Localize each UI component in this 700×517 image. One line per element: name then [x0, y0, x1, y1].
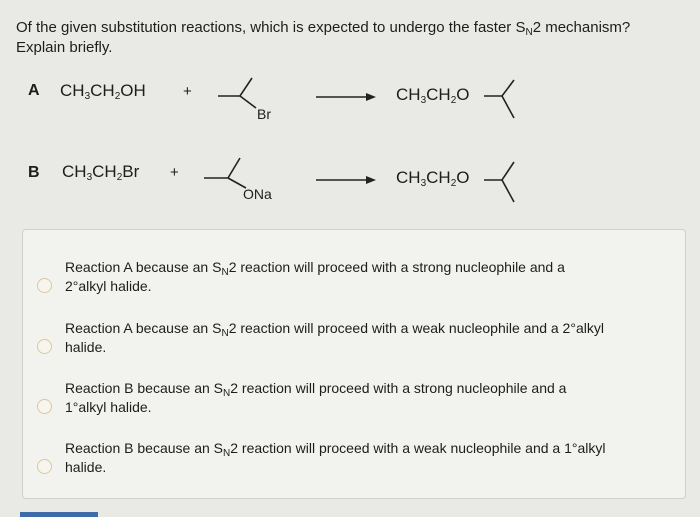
radio-button-option-3[interactable]: [37, 399, 52, 414]
reaction-a-plus: +: [183, 83, 192, 100]
reaction-b-product: $CH_3CH_2O$: [396, 168, 470, 189]
reaction-b-plus: +: [170, 164, 179, 181]
reaction-b-label: B: [28, 164, 40, 181]
answer-option-1-text: Reaction A because an $S_N2$ reaction will proceed with a strong nucleophile and a 2°alkyl halide.: [65, 259, 565, 294]
answer-option-1[interactable]: [23, 258, 685, 314]
reaction-b-reactant: $CH_3CH_2Br$: [62, 162, 140, 183]
reaction-b-skeletal-structure: [204, 154, 254, 190]
radio-button-option-4[interactable]: [37, 459, 52, 474]
reaction-a-skeletal-structure: [218, 74, 268, 110]
reaction-a-substituent: Br: [257, 106, 271, 122]
answer-option-2[interactable]: [23, 319, 685, 375]
reaction-a-arrow: [316, 92, 376, 102]
answer-option-2-text: Reaction A because an $S_N2$ reaction will proceed with a weak nucleophile and a 2°alkyl halide.: [65, 320, 604, 355]
answer-option-3-text: Reaction B because an $S_N2$ reaction will proceed with a strong nucleophile and a 1°alkyl halide.: [65, 380, 567, 415]
answer-option-4[interactable]: [23, 439, 685, 495]
answer-option-3[interactable]: [23, 379, 685, 435]
reaction-a-label: A: [28, 82, 40, 99]
answer-options-panel: [22, 229, 686, 499]
question-line-1: Of the given substitution reactions, which is expected to undergo the faster $S_N2$ mechanism?: [16, 19, 631, 38]
reaction-a-product-isopropyl: [484, 78, 524, 122]
reaction-b-product-isopropyl: [484, 160, 524, 206]
bottom-accent-bar: [20, 512, 98, 517]
reaction-b-substituent: ONa: [243, 186, 272, 202]
reaction-a-product: $CH_3CH_2O$: [396, 85, 470, 106]
reaction-b-arrow: [316, 175, 376, 185]
question-text: [16, 18, 676, 58]
radio-button-option-2[interactable]: [37, 339, 52, 354]
radio-button-option-1[interactable]: [37, 278, 52, 293]
question-line-2: Explain briefly.: [16, 39, 113, 56]
reaction-a-reactant: $CH_3CH_2OH$: [60, 81, 146, 102]
answer-option-4-text: Reaction B because an $S_N2$ reaction will proceed with a weak nucleophile and a 1°alkyl halide.: [65, 440, 606, 475]
